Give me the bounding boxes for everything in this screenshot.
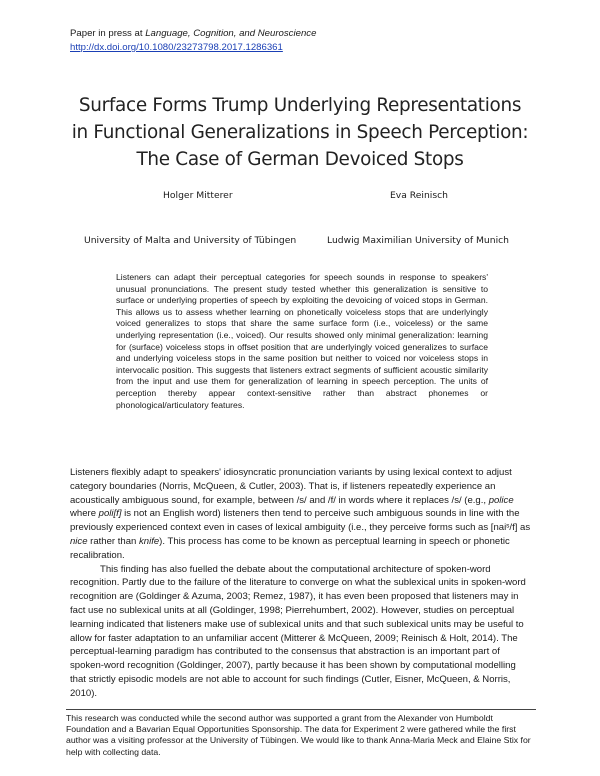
footnote: This research was conducted while the second author was supported a grant from the Alexander von Humboldt Foundation and a Bavarian Equal Opportunities Sponsorship. The data for Experiment 2 were gathered while the first author was a visiting professor at the University of Tübingen. We would like to thank Anna-Maria Meck and Elaine Stix for help with collecting data. [66,713,531,757]
title-line-2: in Functional Generalizations in Speech Perception: [71,122,529,143]
author-name-1: Holger Mitterer [163,190,233,201]
affiliation-2: Ludwig Maximilian University of Munich [327,235,510,246]
affiliation-1: University of Malta and University of Tübingen [84,235,297,246]
doi-link[interactable]: http://dx.doi.org/10.1080/23273798.2017.1286361 [70,42,283,53]
paragraph-2: This finding has also fuelled the debate about the computational architecture of spoken-word recognition. Partly due to the failure of the literature to converge on what the sublexical units in spoken-word recognition are (Goldinger & Azuma, 2003; Remez, 1987), it has even been proposed that listeners may in fact use no sublexical units at all (Goldinger, 1998; Pierrehumbert, 2002). However, studies on perceptual learning indicated that listeners make use of sublexical units and that such sublexical units may be useful to allow for faster adaptation to an unfamiliar accent (Mitterer & McQueen, 2009; Reinisch & Holt, 2014). The perceptual-learning paradigm has contributed to the consensus that abstraction is an important part of spoken-word recognition (Goldinger, 2007), partly because it has been shown by computational modelling that strictly episodic models are not able to account for such findings (Cutler, Eisner, McQueen, & Norris, 2010). [70,563,526,699]
footnote-divider [66,709,536,710]
press-notice: Paper in press at Language, Cognition, and Neuroscience [70,28,317,39]
paper-title [40,92,560,173]
title-line-3: The Case of German Devoiced Stops [136,149,464,170]
author-name-2: Eva Reinisch [390,190,449,201]
paragraph-1: Listeners flexibly adapt to speakers' idiosyncratic pronunciation variants by using lexical context to adjust category boundaries (Norris, McQueen, & Cutler, 2003). That is, if listeners repeatedly experience an acoustically ambiguous sound, for example, between /s/ and /f/ in words where it replaces /s/ (e.g., police where poli[f] is not an English word) listeners then tend to perceive such ambiguous sounds in line with the previously experienced context even in cases of lexical ambiguity (i.e., they perceive forms such as [naiˢ/f] as nice rather than knife). This process has come to be known as perceptual learning in speech or phonetic recalibration. [70,467,531,561]
journal-name: Language, Cognition, and Neuroscience [145,28,317,39]
press-header [70,27,316,55]
title-line-1: Surface Forms Trump Underlying Representations [78,95,522,116]
body-text [70,466,532,701]
abstract: Listeners can adapt their perceptual categories for speech sounds in response to speakers' unusual pronunciations. The present study tested whether this generalization is sensitive to surface or underlying properties of speech by exploiting the devoicing of voiced stops in German. This allows us to assess whether learning on phonetically voiceless stops that are underlyingly voiced generalizes to stops that share the same surface form (i.e., voiceless) or the same underlying representation (i.e., voiced). Our results showed only minimal generalization: learning for (surface) voiceless stops in offset position that are underlyingly voiced generalizes to surface and underlying voiceless stops in the same position but neither to voiced nor voiceless stops in intervocalic position. This suggests that listeners extract segments of sufficient acoustic similarity from the input and use them for generalization of learning in speech perception. The units of perception thereby appear context-sensitive rather than abstract phonemes or phonological/articulatory features. [116,272,488,410]
